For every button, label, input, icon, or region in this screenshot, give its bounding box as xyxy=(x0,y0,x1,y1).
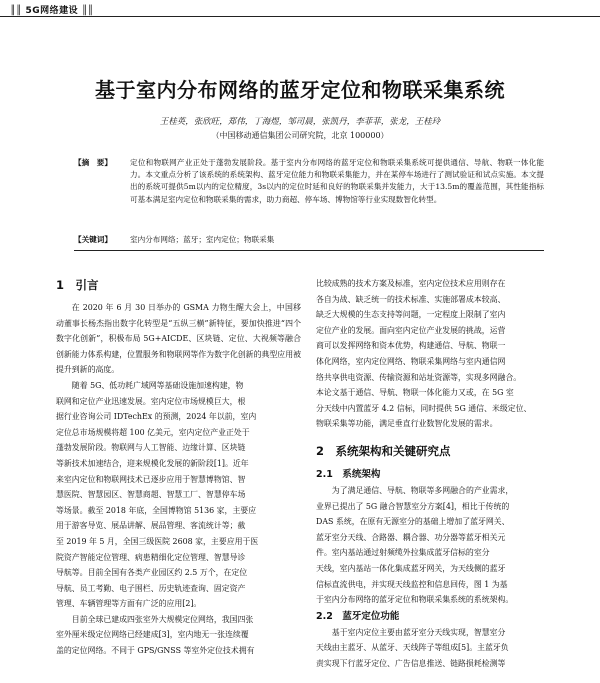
text-line: 随着 5G、低功耗广域网等基础设施加速构建，物 xyxy=(71,380,244,390)
paragraph-architecture xyxy=(316,483,561,608)
text-line: 商可以发挥网络和资本优势，构建通信、导航、物联一 xyxy=(316,341,506,351)
keywords-block xyxy=(74,234,544,245)
text-line: 蓝牙室分天线、合路器、耦合器、功分器等蓝牙相关元 xyxy=(316,532,506,542)
header-rule xyxy=(0,16,600,17)
text-line: 体化网络，室内定位网络、物联采集网络与室内通信网 xyxy=(316,356,506,366)
keywords-label: 【关键词】 xyxy=(74,235,112,244)
text-line: 物联采集等功能，满足垂直行业数智化发展的需求。 xyxy=(316,419,498,429)
text-line: 据行业咨询公司 IDTechEx 的预测，2024 年以前，室内 xyxy=(56,412,257,422)
text-line: 业界已提出了 5G 融合智慧室分方案[4]，相比于传统的 xyxy=(316,501,510,511)
text-line: 盖的定位网络。不同于 GPS/GNSS 等室外定位技术拥有 xyxy=(56,646,255,656)
abstract-block xyxy=(74,157,544,206)
paragraph-intro-3 xyxy=(56,612,301,659)
text-line: 于室内分布网络的蓝牙定位和物联采集系统的系统架构。 xyxy=(316,595,514,605)
running-header: ║║ 5G网络建设 ║║ xyxy=(10,6,94,16)
text-line: 至 2019 年 5 月，全国三级医院 2608 家，主要应用于医 xyxy=(56,536,259,546)
text-line: 各自为战、缺乏统一的技术标准、实施部署成本较高、 xyxy=(316,294,506,304)
paper-title: 基于室内分布网络的蓝牙定位和物联采集系统 xyxy=(95,78,505,102)
authors: 王桂英，张欣旺，郑伟，丁海煜，邹司晨，张凯丹，李菲菲，张龙，王桂玲 xyxy=(159,117,441,127)
text-line: 责实现下行蓝牙定位、广告信息推送、链路损耗检测等 xyxy=(316,658,506,668)
text-line: 用于游客导览、展品讲解、展品管理、客流统计等；截 xyxy=(56,521,246,531)
text-line: 比较成熟的技术方案及标准，室内定位技术应用则存在 xyxy=(316,279,506,288)
section-2-2-heading: 2.2 蓝牙定位功能 xyxy=(316,610,400,622)
text-line: 件。室内基站通过射频缆外拉集成蓝牙信标的室分 xyxy=(316,548,490,558)
affiliation: （中国移动通信集团公司研究院，北京 100000） xyxy=(211,131,389,140)
text-line: 定位产业的发展。面向室内定位产业发展的挑战，运营 xyxy=(316,325,506,335)
text-line: 络共享供电资源、传输资源和站址资源等，实现多网融合。 xyxy=(316,372,522,382)
section-2-1-heading: 2.1 系统架构 xyxy=(316,468,381,480)
abstract-text: 定位和物联网产业正处于蓬勃发展阶段。基于室内分布网络的蓝牙定位和物联采集系统可提供通信、导航、物联一体化能力。本文重点分析了该系统的系统架构、蓝牙定位能力和物联采集能力，并在某停车场进行了测试验证和试点实施。本文提出的系统可提供5m以内的定位精度，3s以内的定位时延和良好的物联采集并发能力，大于13.5m的覆盖范围，其性能指标可基本满足室内定位和物联采集的需求，助力商超、停车场、博物馆等行业实现数智化转型。 xyxy=(130,158,544,204)
right-column xyxy=(316,276,561,671)
text-line: DAS 系统，在原有无源室分的基础上增加了蓝牙网关、 xyxy=(316,517,510,527)
text-line: 信标直流供电，并实现天线监控和信息回传，图 1 为基 xyxy=(316,579,508,589)
section-2-heading: 2 系统架构和关键研究点 xyxy=(316,443,451,458)
text-line: 缺乏大规模的生态支持等问题，一定程度上限制了室内 xyxy=(316,310,506,320)
paragraph-intro-1: 在 2020 年 6 月 30 日举办的 GSMA 力物生醒大会上，中国移动董事长杨杰指出数字化转型是“五纵三横”新特征，要加快推进“四个数字化创新”，积极布局 5G+AICDE、区块链、定位、大视频等融合创新能力体系构建，位置服务和物联网等作为数字化创新的典型应用被提升到新的高度。 xyxy=(56,303,301,375)
text-line: 为了满足通信、导航、物联等多网融合的产业需求， xyxy=(331,485,514,495)
text-line: 定位总市场规模将超 100 亿美元，室内定位产业正处于 xyxy=(56,427,250,437)
text-line: 天线由主蓝牙、从蓝牙、天线阵子等组成[5]。主蓝牙负 xyxy=(316,643,509,653)
text-line: 慧医院、智慧园区、智慧商超、智慧工厂、智慧停车场 xyxy=(56,490,246,500)
text-line: 目前全球已建成四张室外大规模定位网络，我国四张 xyxy=(71,614,254,624)
paragraph-positioning xyxy=(316,625,561,672)
paragraph-intro-4 xyxy=(316,276,561,432)
paragraph-intro-2 xyxy=(56,378,301,612)
text-line: 来室内定位和物联网技术已逐步应用于智慧博物馆、智 xyxy=(56,474,246,484)
text-line: 天线，室内基站一体化集成蓝牙网关，为天线侧的蓝牙 xyxy=(316,563,506,573)
text-line: 联网和定位产业迅速发展。室内定位市场规模巨大，根 xyxy=(56,396,246,406)
text-line: 院资产智能定位管理、病患精细化定位管理、智慧导诊 xyxy=(56,552,246,562)
text-line: 导航等。目前全国有各类产业园区约 2.5 万个，在定位 xyxy=(56,568,248,578)
text-line: 蓬勃发展阶段。物联网与人工智能、边缘计算、区块链 xyxy=(56,443,246,453)
text-line: 导航、员工考勤、电子围栏、历史轨迹查询、固定资产 xyxy=(56,583,246,593)
text-line: 等场景。截至 2018 年底，全国博物馆 5136 家，主要应 xyxy=(56,505,257,515)
text-line: 基于室内定位主要由蓝牙室分天线实现，智慧室分 xyxy=(331,627,506,637)
abstract-rule xyxy=(74,250,544,251)
text-line: 分天线中内置蓝牙 4.2 信标，同时提供 5G 通信、米级定位、 xyxy=(316,403,532,413)
text-line: 等新技术加速结合，迎来规模化发展的新阶段[1]。近年 xyxy=(56,458,249,468)
left-column xyxy=(56,276,301,659)
text-line: 室外厘米级定位网络已经建成[3]，室内地无一张连续覆 xyxy=(56,630,249,640)
section-1-heading: 1 引言 xyxy=(56,278,99,292)
text-line: 管理、车辆管理等方面有广泛的应用[2]。 xyxy=(56,599,202,609)
abstract-label: 【摘 要】 xyxy=(74,158,112,167)
keywords-text: 室内分布网络；蓝牙；室内定位；物联采集 xyxy=(130,235,275,244)
text-line: 本论文基于通信、导航、物联一体化能力又或，在 5G 室 xyxy=(316,388,514,398)
